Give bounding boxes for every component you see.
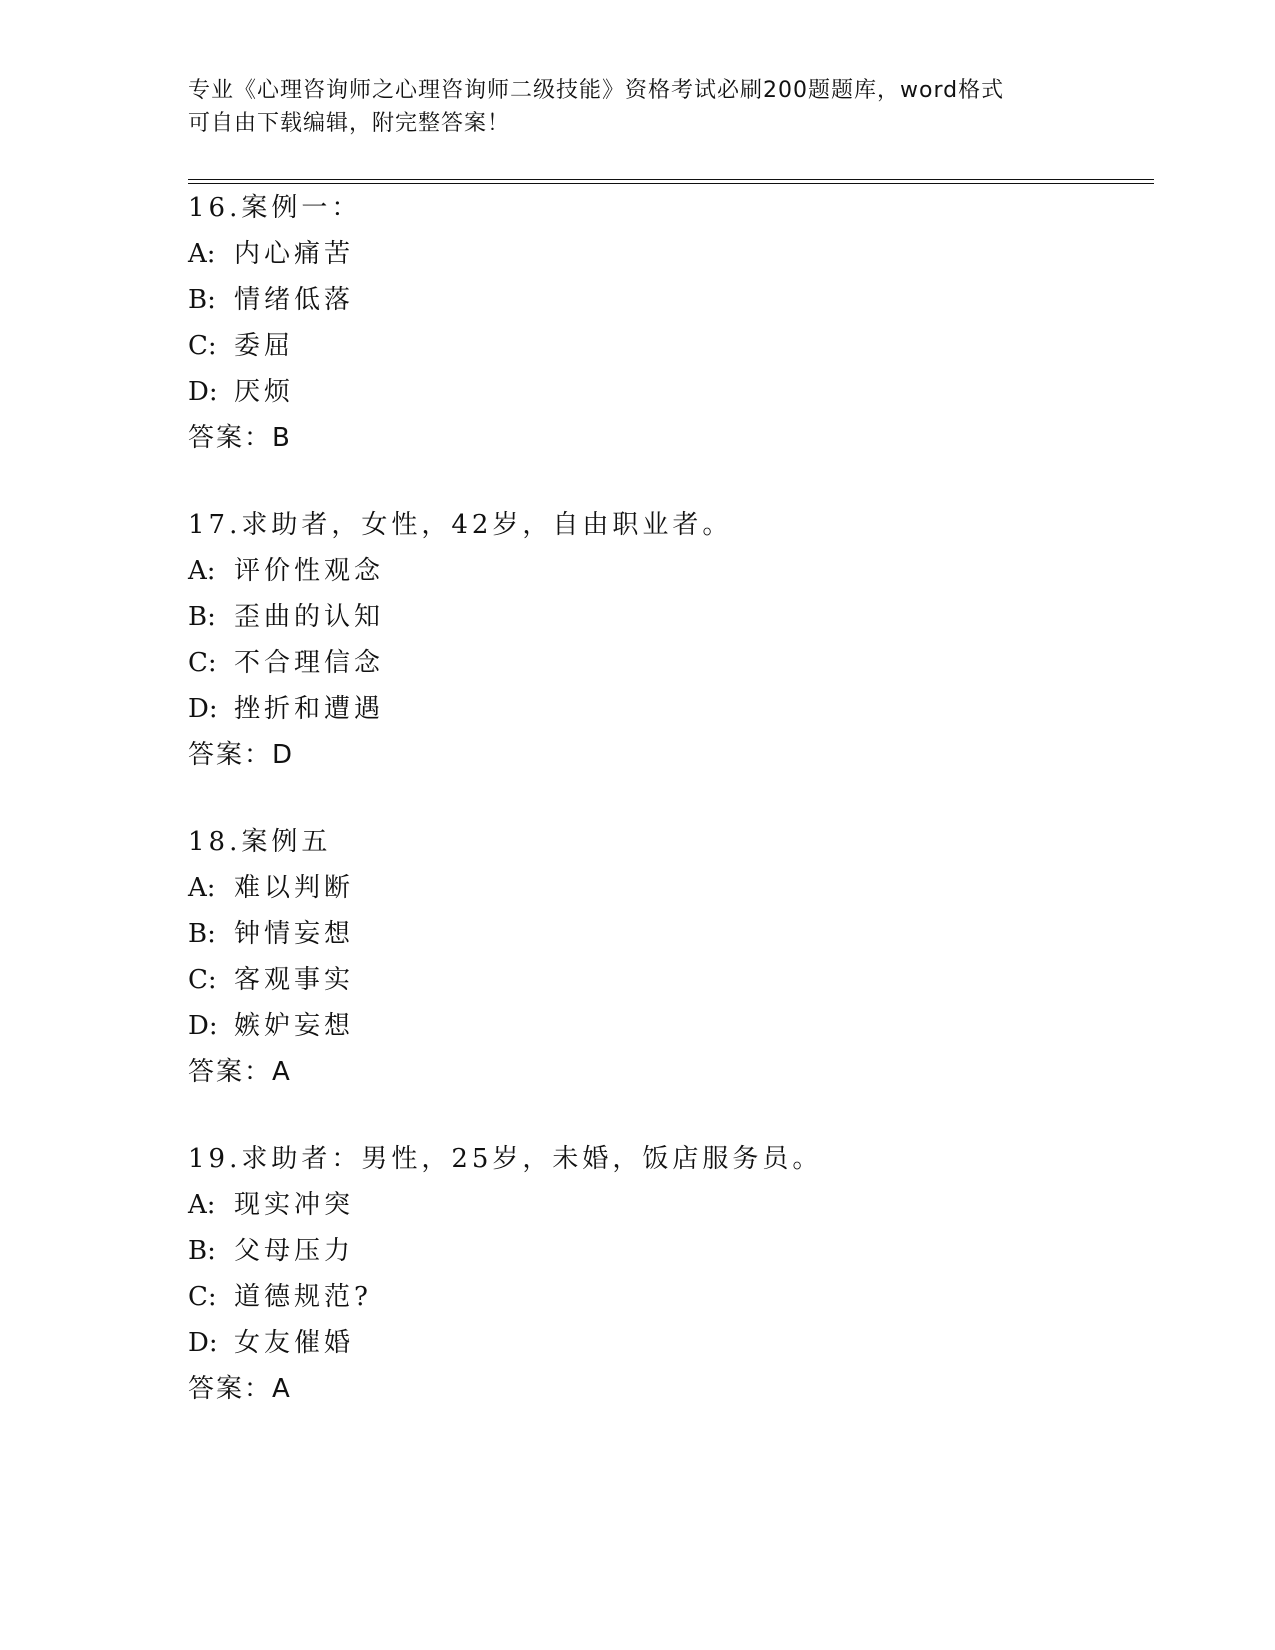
option-text: 评价性观念 (234, 556, 385, 586)
question-stem: 16.案例一： (188, 193, 362, 223)
option-text: 歪曲的认知 (234, 602, 385, 632)
option-letter: B: (188, 919, 216, 949)
option-d (188, 369, 1148, 415)
option-b (188, 1228, 1148, 1274)
question-16 (188, 185, 1148, 461)
answer-line (188, 1049, 1148, 1095)
question-stem: 18.案例五 (188, 827, 332, 857)
option-text: 厌烦 (234, 377, 295, 407)
option-b (188, 911, 1148, 957)
answer-value: B (272, 423, 290, 453)
option-d (188, 1320, 1148, 1366)
question-18 (188, 819, 1148, 1095)
answer-line (188, 732, 1148, 778)
option-d (188, 686, 1148, 732)
option-text: 现实冲突 (234, 1190, 355, 1220)
header-line-1: 专业《心理咨询师之心理咨询师二级技能》资格考试必刷200题题库，word格式 (188, 78, 1005, 103)
option-text: 挫折和遭遇 (234, 694, 385, 724)
option-letter: A: (188, 239, 216, 269)
option-c (188, 323, 1148, 369)
option-text: 委屈 (234, 331, 295, 361)
answer-label: 答案： (188, 740, 273, 770)
option-text: 女友催婚 (234, 1328, 355, 1358)
option-c (188, 1274, 1148, 1320)
header-divider-bottom (188, 183, 1154, 184)
option-letter: D: (188, 1011, 218, 1041)
option-text: 客观事实 (234, 965, 355, 995)
answer-line (188, 1366, 1148, 1412)
option-d (188, 1003, 1148, 1049)
option-letter: C: (188, 1282, 217, 1312)
answer-label: 答案： (188, 1057, 273, 1087)
option-letter: A: (188, 556, 216, 586)
header-line-2: 可自由下载编辑，附完整答案！ (188, 111, 511, 136)
option-a (188, 1182, 1148, 1228)
option-letter: D: (188, 694, 218, 724)
option-c (188, 640, 1148, 686)
header-divider-top (188, 179, 1154, 180)
option-text: 钟情妄想 (234, 919, 355, 949)
question-stem: 19.求助者：男性，25岁，未婚，饭店服务员。 (188, 1144, 823, 1174)
question-17 (188, 502, 1148, 778)
option-text: 不合理信念 (234, 648, 385, 678)
answer-value: A (272, 1057, 290, 1087)
answer-value: D (272, 740, 293, 770)
answer-label: 答案： (188, 423, 273, 453)
option-c (188, 957, 1148, 1003)
option-letter: C: (188, 648, 217, 678)
option-a (188, 231, 1148, 277)
option-a (188, 865, 1148, 911)
option-letter: D: (188, 1328, 218, 1358)
option-letter: A: (188, 1190, 216, 1220)
option-letter: B: (188, 1236, 216, 1266)
option-text: 嫉妒妄想 (234, 1011, 355, 1041)
option-letter: D: (188, 377, 218, 407)
option-text: 内心痛苦 (234, 239, 355, 269)
option-text: 情绪低落 (234, 285, 355, 315)
option-b (188, 277, 1148, 323)
option-text: 父母压力 (234, 1236, 355, 1266)
option-letter: A: (188, 873, 216, 903)
answer-value: A (272, 1374, 290, 1404)
option-letter: C: (188, 331, 217, 361)
option-letter: B: (188, 285, 216, 315)
option-text: 道德规范? (234, 1282, 372, 1312)
option-a (188, 548, 1148, 594)
question-19 (188, 1136, 1148, 1412)
document-header (188, 74, 1088, 140)
option-letter: C: (188, 965, 217, 995)
answer-line (188, 415, 1148, 461)
answer-label: 答案： (188, 1374, 273, 1404)
option-b (188, 594, 1148, 640)
option-text: 难以判断 (234, 873, 355, 903)
option-letter: B: (188, 602, 216, 632)
question-stem: 17.求助者，女性，42岁，自由职业者。 (188, 510, 733, 540)
